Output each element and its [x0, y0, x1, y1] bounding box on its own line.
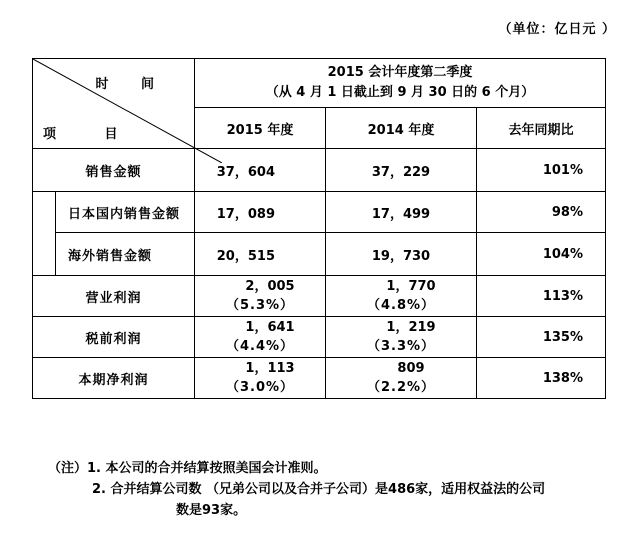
unit-label: （单位：亿日元 ） — [498, 22, 616, 37]
table-row — [33, 317, 606, 358]
col-header-2014: 2014 年度 — [326, 108, 477, 149]
value-margin: （5.3%） — [225, 298, 295, 313]
value-2014: 37，229 — [326, 149, 477, 192]
item-label: 项 目 — [43, 127, 140, 142]
value-margin: （4.8%） — [366, 298, 436, 313]
value-amount: 1，770 — [386, 279, 436, 294]
value-margin: （3.0%） — [225, 380, 295, 395]
value-amount: 1，219 — [386, 320, 436, 335]
note-line-1: （注）1. 本公司的合并结算按照美国会计准则。 — [48, 461, 327, 476]
col-header-yoy: 去年同期比 — [477, 108, 606, 149]
diagonal-header-cell — [33, 59, 195, 149]
col-header-2015: 2015 年度 — [195, 108, 326, 149]
value-amount: 2，005 — [245, 279, 295, 294]
value-amount: 809 — [397, 361, 425, 376]
row-label: 日本国内销售金额 — [56, 192, 195, 233]
value-margin: （3.3%） — [366, 339, 436, 354]
value-margin: （4.4%） — [225, 339, 295, 354]
value-2015: 37，604 — [195, 149, 326, 192]
row-label: 销售金额 — [33, 149, 195, 192]
row-label: 海外销售金额 — [56, 233, 195, 276]
value-amount: 1，641 — [245, 320, 295, 335]
value-2014 — [326, 317, 477, 358]
value-yoy: 101% — [477, 149, 606, 192]
table-row — [33, 233, 606, 276]
period-line-1: 2015 会计年度第二季度 — [327, 65, 473, 80]
value-2014: 19，730 — [326, 233, 477, 276]
value-yoy: 138% — [477, 358, 606, 399]
notes — [48, 458, 545, 521]
period-header — [195, 59, 606, 108]
value-yoy: 135% — [477, 317, 606, 358]
header-row-1 — [33, 59, 606, 108]
note-line-2: 2. 合并结算公司数 （兄弟公司以及合并子公司）是486家，适用权益法的公司 — [92, 482, 546, 497]
value-2015: 17，089 — [195, 192, 326, 233]
value-amount: 1，113 — [245, 361, 295, 376]
indent-cell — [33, 192, 56, 276]
value-yoy: 98% — [477, 192, 606, 233]
value-yoy: 104% — [477, 233, 606, 276]
value-2014 — [326, 276, 477, 317]
value-yoy: 113% — [477, 276, 606, 317]
value-2015 — [195, 317, 326, 358]
value-2014: 17，499 — [326, 192, 477, 233]
table-row — [33, 192, 606, 233]
row-label: 本期净利润 — [33, 358, 195, 399]
row-label: 营业利润 — [33, 276, 195, 317]
table-row — [33, 276, 606, 317]
value-2014 — [326, 358, 477, 399]
financial-table — [32, 58, 606, 399]
time-label: 时 间 — [95, 77, 168, 92]
period-line-2: （从 4 月 1 日截止到 9 月 30 日的 6 个月） — [265, 85, 535, 100]
value-2015: 20，515 — [195, 233, 326, 276]
row-label: 税前利润 — [33, 317, 195, 358]
value-2015 — [195, 358, 326, 399]
note-line-3: 数是93家。 — [176, 503, 247, 518]
value-2015 — [195, 276, 326, 317]
table-row — [33, 358, 606, 399]
value-margin: （2.2%） — [366, 380, 436, 395]
